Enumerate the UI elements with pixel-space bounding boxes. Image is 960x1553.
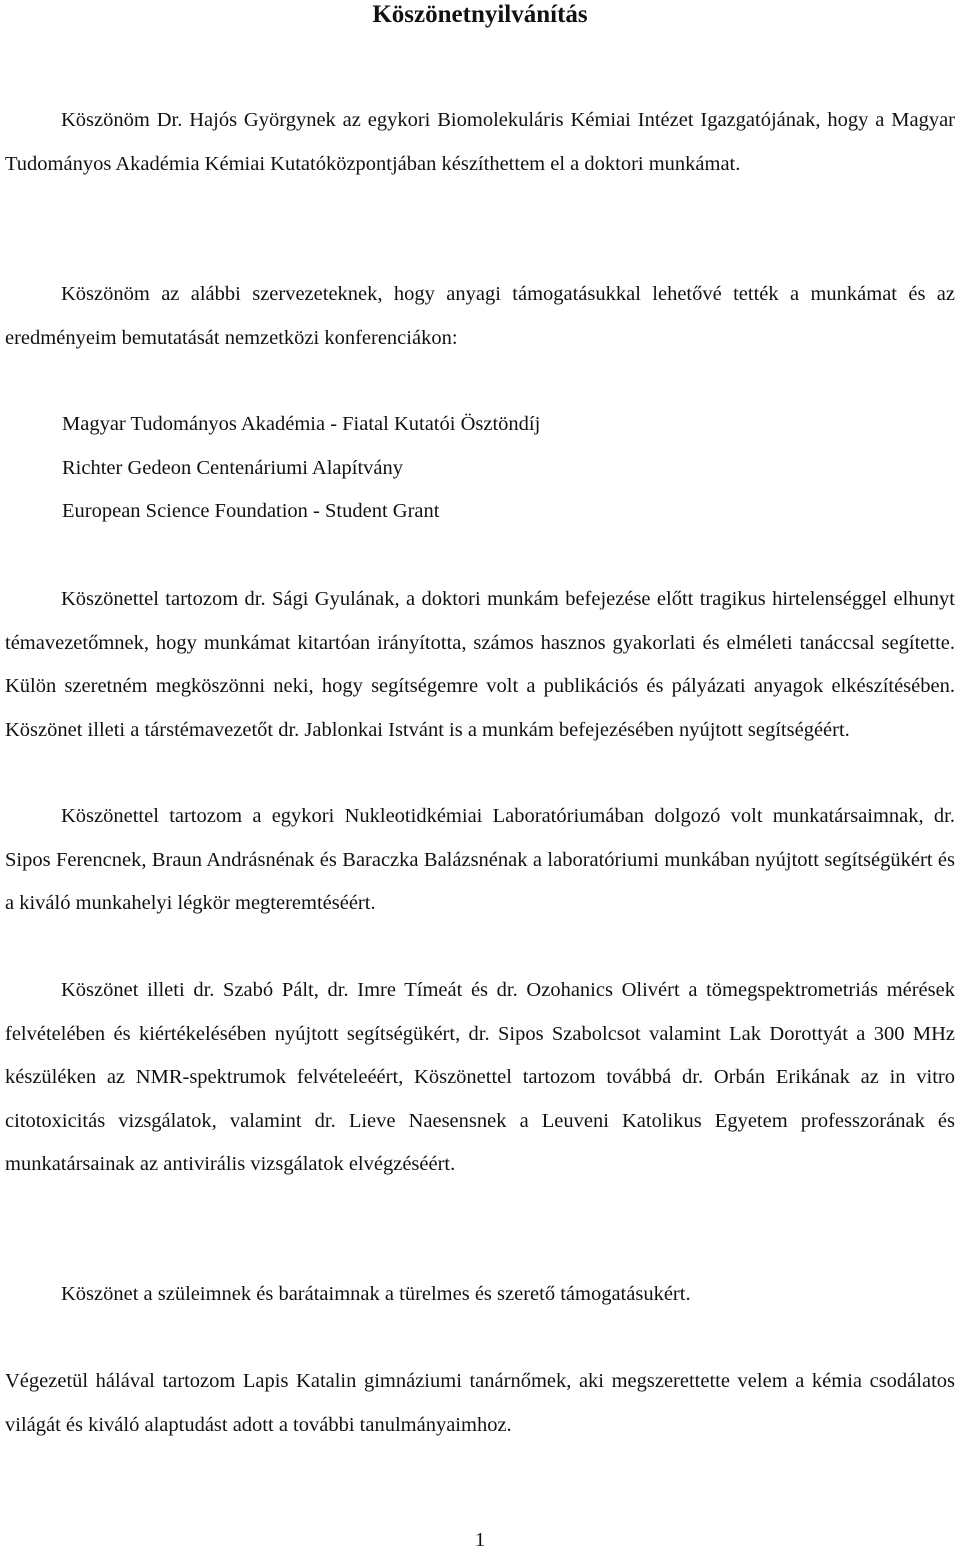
paragraph-teacher-thanks: Végezetül hálával tartozom Lapis Katalin gimnáziumi tanárnőmek, aki megszerettette velem a kémia csodálatos világát és kiváló alaptudást adott a további tanulmányaimhoz. xyxy=(5,1370,955,1436)
paragraph-institute-thanks: Köszönöm Dr. Hajós Györgynek az egykori Biomolekuláris Kémiai Intézet Igazgatójának, hogy a Magyar Tudományos Akadémia Kémiai Kutatóközpontjában készíthettem el a doktori munkámat. xyxy=(5,109,955,175)
funder-item: Magyar Tudományos Akadémia - Fiatal Kutatói Ösztöndíj xyxy=(62,413,541,435)
funder-item: European Science Foundation - Student Grant xyxy=(62,500,440,522)
page-number: 1 xyxy=(474,1529,486,1551)
funder-list xyxy=(62,403,942,534)
paragraph-family-thanks: Köszönet a szüleimnek és barátaimnak a türelmes és szerető támogatásukért. xyxy=(61,1283,691,1305)
funder-item: Richter Gedeon Centenáriumi Alapítvány xyxy=(62,456,404,479)
paragraph-measurements-thanks: Köszönet illeti dr. Szabó Pált, dr. Imre Tímeát és dr. Ozohanics Olivért a tömegspektrometriás mérések felvételében és kiértékelésében nyújtott segítségükért, dr. Sipos Szabolcsot valamint Lak Dorottyát a 300 MHz készüléken az NMR-spektrumok felvételeéért, Köszönettel tartozom továbbá dr. Orbán Erikának az in vitro citotoxicitás vizsgálatok, valamint dr. Lieve Naesensnek a Leuveni Katolikus Egyetem professzorának és munkatársainak az antivirális vizsgálatok elvégzéséért. xyxy=(5,979,955,1175)
paragraph-funding-intro: Köszönöm az alábbi szervezeteknek, hogy anyagi támogatásukkal lehetővé tették a munkámat és az eredményeim bemutatását nemzetközi konferenciákon: xyxy=(5,283,955,349)
paragraph-lab-colleagues: Köszönettel tartozom a egykori Nukleotidkémiai Laboratóriumában dolgozó volt munkatársaimnak, dr. Sipos Ferencnek, Braun Andrásnénak és Baraczka Balázsnénak a laboratóriumi munkában nyújtott segítségükért és a kiváló munkahelyi légkör megteremtéséért. xyxy=(5,805,955,914)
paragraph-supervisor-thanks: Köszönettel tartozom dr. Sági Gyulának, a doktori munkám befejezése előtt tragikus hirtelenséggel elhunyt témavezetőmnek, hogy munkámat kitartóan irányította, számos hasznos gyakorlati és elméleti tanáccsal segítette. Külön szeretném megköszönni neki, hogy segítségemre volt a publikációs és pályázati anyagok elkészítésében. Köszönet illeti a társtémavezetőt dr. Jablonkai Istvánt is a munkám befejezésében nyújtott segítségéért. xyxy=(5,588,955,741)
page-title: Köszönetnyilvánítás xyxy=(372,1,588,28)
